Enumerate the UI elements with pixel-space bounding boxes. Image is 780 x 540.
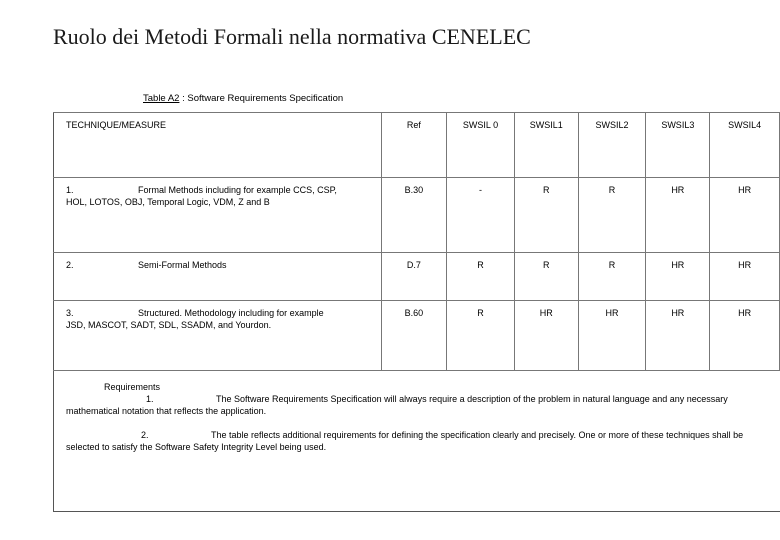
swsil4-cell: HR — [710, 178, 780, 253]
header-swsil3: SWSIL3 — [646, 113, 710, 178]
swsil0-cell: - — [447, 178, 515, 253]
swsil4-cell: HR — [710, 253, 780, 301]
swsil4-cell: HR — [710, 301, 780, 371]
note-item — [66, 393, 778, 417]
swsil2-cell: R — [578, 178, 646, 253]
table-header-row — [53, 113, 780, 178]
swsil3-cell: HR — [646, 253, 710, 301]
swsil0-cell: R — [447, 301, 515, 371]
swsil2-cell: R — [578, 253, 646, 301]
slide-title: Ruolo dei Metodi Formali nella normativa CENELEC — [53, 24, 531, 49]
header-technique: TECHNIQUE/MEASURE — [53, 113, 381, 178]
note-text: The table reflects additional requirements for defining the specification clearly and precisely. One or more of these techniques shall be selected to satisfy the Software Safety Integrity Level being used. — [66, 430, 744, 452]
technique-text-continued: JSD, MASCOT, SADT, SDL, SSADM, and Yourdon. — [66, 320, 272, 330]
technique-cell — [53, 301, 381, 371]
swsil1-cell: HR — [514, 301, 578, 371]
swsil3-cell: HR — [646, 178, 710, 253]
technique-text: Formal Methods including for example CCS, CSP, — [138, 185, 337, 195]
technique-cell — [53, 253, 381, 301]
requirements-table — [53, 112, 780, 371]
technique-cell — [53, 178, 381, 253]
row-number: 3. — [66, 308, 74, 318]
note-number: 2. — [141, 430, 149, 440]
header-swsil1: SWSIL1 — [514, 113, 578, 178]
technique-text: Structured. Methodology including for example — [138, 308, 324, 318]
ref-cell: D.7 — [381, 253, 447, 301]
note-item — [66, 429, 778, 453]
table-row — [53, 253, 780, 301]
header-ref: Ref — [381, 113, 447, 178]
swsil3-cell: HR — [646, 301, 710, 371]
technique-text: Semi-Formal Methods — [138, 260, 227, 270]
header-swsil4: SWSIL4 — [710, 113, 780, 178]
table-row — [53, 178, 780, 253]
header-swsil0: SWSIL 0 — [447, 113, 515, 178]
ref-cell: B.60 — [381, 301, 447, 371]
row-number: 2. — [66, 260, 74, 270]
row-number: 1. — [66, 185, 74, 195]
header-swsil2: SWSIL2 — [578, 113, 646, 178]
swsil2-cell: HR — [578, 301, 646, 371]
swsil1-cell: R — [514, 178, 578, 253]
swsil1-cell: R — [514, 253, 578, 301]
swsil0-cell: R — [447, 253, 515, 301]
table-row — [53, 301, 780, 371]
table-caption — [143, 93, 343, 104]
requirements-notes — [66, 381, 778, 453]
note-text: The Software Requirements Specification will always require a description of the problem in natural language and any necessary mathematical notation that reflects the application. — [66, 394, 728, 416]
technique-text-continued: HOL, LOTOS, OBJ, Temporal Logic, VDM, Z and B — [66, 197, 270, 207]
note-number: 1. — [146, 394, 154, 404]
caption-separator: : — [182, 93, 185, 104]
table-reference: Table A2 — [143, 93, 180, 104]
caption-text: Software Requirements Specification — [187, 93, 344, 104]
ref-cell: B.30 — [381, 178, 447, 253]
notes-heading: Requirements — [104, 382, 161, 392]
